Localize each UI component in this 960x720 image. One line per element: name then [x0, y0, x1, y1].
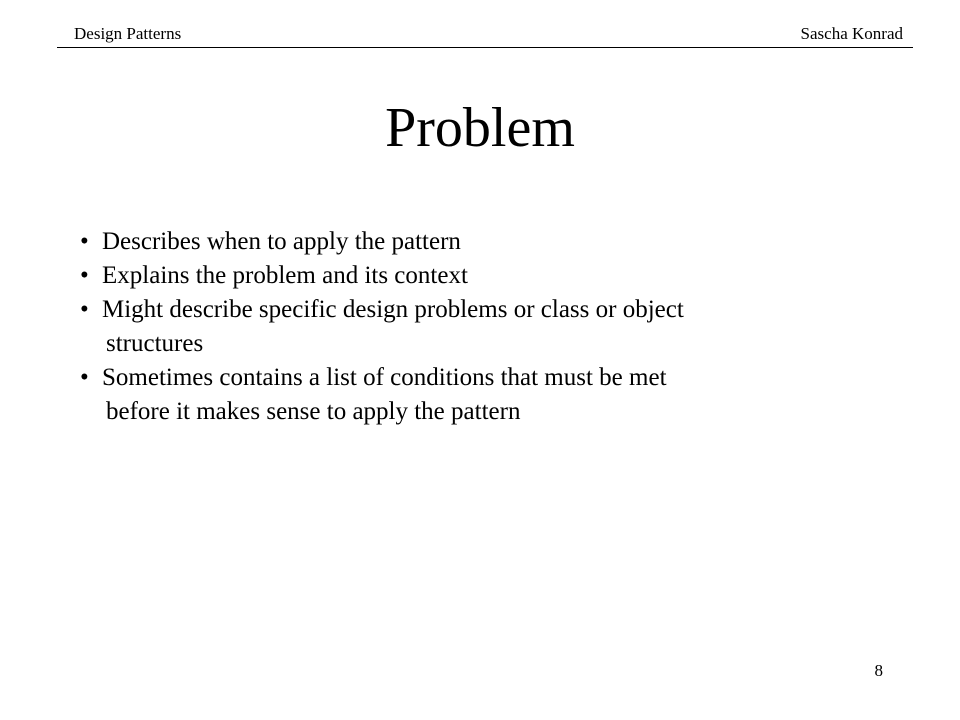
- bullet-marker: •: [80, 228, 89, 255]
- header-author: Sascha Konrad: [800, 24, 903, 43]
- bullet-text: Might describe specific design problems or class or object: [102, 296, 684, 323]
- bullet-text: Describes when to apply the pattern: [102, 228, 461, 255]
- bullet-marker: •: [80, 262, 89, 289]
- bullet-item: [80, 293, 880, 361]
- bullet-item: [80, 225, 880, 259]
- bullet-text: Explains the problem and its context: [102, 262, 468, 289]
- bullet-text: Sometimes contains a list of conditions that must be met: [102, 364, 667, 391]
- slide-title: Problem: [385, 97, 575, 159]
- bullet-first-line: [80, 361, 880, 395]
- bullet-continuation: before it makes sense to apply the pattern: [106, 398, 521, 425]
- bullet-item: [80, 259, 880, 293]
- bullet-list: [80, 225, 880, 429]
- bullet-marker: •: [80, 364, 89, 391]
- page-number: 8: [874, 661, 883, 680]
- header-course-title: Design Patterns: [74, 24, 182, 43]
- bullet-continuation: structures: [106, 330, 204, 357]
- bullet-item: [80, 361, 880, 429]
- bullet-marker: •: [80, 296, 89, 323]
- header-divider: [57, 47, 913, 48]
- bullet-first-line: [80, 293, 880, 327]
